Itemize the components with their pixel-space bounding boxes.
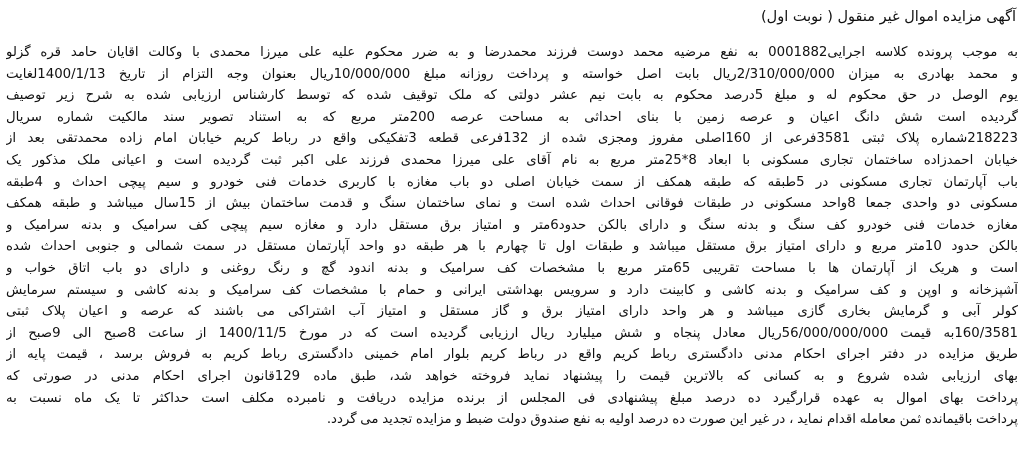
notice-line: به موجب پرونده کلاسه اجرایی0001882 به نفع مرضیه محمد دوست فرزند محمدرضا و به ضرر محکوم علیه علی میرزا محمدی با وکالت اقایان حامد قره گزلو bbox=[6, 45, 1018, 60]
notice-line: پرداخت باقیمانده ثمن معامله اقدام نماید ، در غیر این صورت ده درصد اولیه به نفع صندوق دولت ضبط و مزایده تجدید می گردد. bbox=[326, 412, 1018, 428]
notice-line: 160/3581به قیمت 56/000/000/000ریال معادل پنجاه و شش میلیارد ریال ارزیابی گردیده است که در مورخ 1400/11/5 از ساعت 8صبح الی 9صبح از bbox=[6, 325, 1018, 341]
notice-line: یوم الوصل در حق محکوم له و مبلغ 5درصد محکوم به بابت نیم عشر دولتی که ملک توقیف شده که توسط کارشناس ارزیابی شده به شرح زیر توصیف bbox=[6, 88, 1018, 104]
notice-line: 218223شماره پلاک ثبتی 3581فرعی از 160اصلی مفروز ومجزی شده از 132فرعی قطعه 3تفکیکی واقع در رباط کریم خیابان امام زاده محمدتقی بعد از bbox=[6, 131, 1018, 147]
notice-line: مسکونی دو واحدی جمعا 8واحد مسکونی در طبقات فوقانی احداث شده است و نمای ساختمان سنگ و قدمت ساختمان بیش از 15سال میباشد و طبقه همکف bbox=[6, 196, 1018, 212]
notice-title: آگهی مزایده اموال غیر منقول ( نوبت اول) bbox=[761, 9, 1016, 25]
notice-line: پرداخت بهای اموال به عهده قرارگیرد ده درصد مبلغ پیشنهادی فی المجلس از برنده مزایده دریافت و نامبرده مکلف است حداکثر تا یک ماه نسبت به bbox=[6, 390, 1018, 406]
notice-line: باب آپارتمان تجاری مسکونی در 5طبقه که طبقه همکف از سمت خیابان اصلی دو باب مغازه با کاربری خدمات فنی خودرو و سیم پیچی احداث و 4طبقه bbox=[6, 174, 1018, 190]
notice-line: مغازه خدمات فنی خودرو کف سنگ و بدنه سنگ و دارای بالکن حدود6متر و امتیاز برق مستقل دارد و مغازه سیم پیچی کف سرامیک و بدنه سرامیک و bbox=[6, 217, 1018, 233]
notice-line: و محمد بهادری به میزان 2/310/000/000ریال بابت اصل خواسته و پرداخت روزانه مبلغ 10/000/000ریال بعنوان وجه التزام از تاریخ 1400/1/13لغایت bbox=[6, 66, 1018, 82]
auction-notice bbox=[6, 4, 1018, 464]
notice-line: است و هریک از آپارتمان ها با مساحت تقریبی 65متر مربع با مشخصات کف سرامیک و بدنه اندود گچ و رنگ روغنی و دارای دو باب اتاق خواب و bbox=[6, 260, 1018, 276]
notice-line: گردیده است شش دانگ اعیان و عرصه زمین با بنای احداثی به مساحت عرصه 200متر مربع که به استناد تصویر سند مالکیت شماره سریال bbox=[6, 109, 1018, 125]
notice-line: بالکن حدود 10متر مربع و دارای امتیاز برق مستقل میباشد و طبقات اول تا چهارم با هر طبقه دو واحد آپارتمان مستقل در سمت شمالی و جنوبی احداث شده bbox=[6, 239, 1018, 255]
notice-line: طریق مزایده در دفتر اجرای احکام مدنی دادگستری رباط کریم واقع در رباط کریم بلوار امام خمینی دادگستری رباط کریم به فروش برسد ، قیمت پایه از bbox=[6, 347, 1018, 363]
notice-body bbox=[6, 42, 1018, 431]
notice-line: خیابان احمدزاده ساختمان تجاری مسکونی با ابعاد 8*25متر مربع به نام آقای علی میرزا محمدی فرزند علی اکبر ثبت گردیده است و اعیانی ملک مذکور یک bbox=[6, 152, 1018, 168]
notice-line: آشپزخانه و اوپن و کف سرامیک و بدنه کاشی و کابینت دارد و سرویس بهداشتی ایرانی و حمام با مشخصات کف سرامیک و بدنه کاشی و سیستم سرمایش bbox=[6, 282, 1018, 298]
notice-line: بهای ارزیابی شده شروع و به کسانی که بالاترین قیمت را پیشنهاد نماید فروخته خواهد شد، طبق ماده 129قانون اجرای احکام مدنی در صورتی که bbox=[6, 368, 1018, 384]
notice-line: کولر آبی و گرمایش بخاری گازی میباشد و هر واحد دارای امتیاز برق و گاز مستقل و امتیاز آب اشتراکی می باشند که عرصه و اعیان پلاک ثبتی bbox=[6, 304, 1018, 320]
